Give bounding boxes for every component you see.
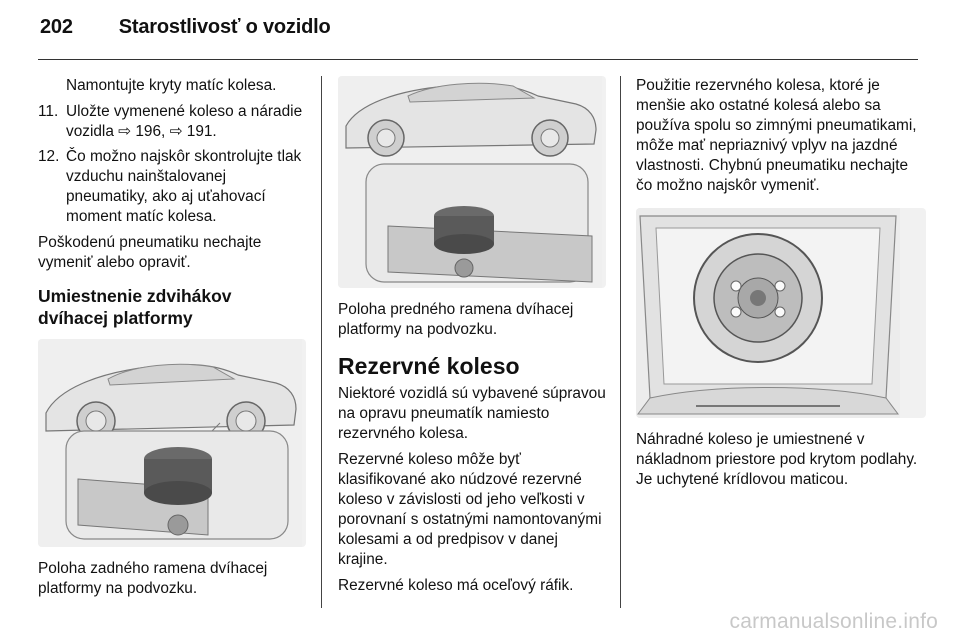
rear-lift-point-figure [38, 339, 306, 547]
column-2 [338, 76, 606, 602]
column-divider-1 [321, 76, 322, 608]
front-lift-point-figure [338, 76, 606, 288]
step-text: Uložte vymenené koleso a náradie vozidla ⇨ 196, ⇨ 191. [66, 103, 303, 140]
repair-note: Poškodenú pneumatiku nechajte vymeniť alebo opraviť. [38, 234, 262, 271]
spare-para-2: Rezervné koleso môže byť klasifikované ako núdzové rezervné koleso v závislosti od jeho veľkosti v porovnaní s ostatnými namontovanými kolesami a od predpisov v danej krajine. [338, 451, 602, 568]
spare-wheel-trunk-illustration [636, 208, 900, 418]
column-1 [38, 76, 306, 605]
page-header [40, 16, 330, 50]
column-divider-2 [620, 76, 621, 608]
step-text: Čo možno najskôr skontrolujte tlak vzduchu nainštalovanej pneumatiky, ako aj uťahovací moment matíc kolesa. [66, 148, 302, 225]
rear-figure-caption: Poloha zadného ramena dvíhacej platformy na podvozku. [38, 560, 268, 597]
spare-wheel-figure [636, 208, 926, 418]
front-figure-caption: Poloha predného ramena dvíhacej platformy na podvozku. [338, 301, 574, 338]
spare-location-caption: Náhradné koleso je umiestnené v nákladnom priestore pod krytom podlahy. Je uchytené krídlovou maticou. [636, 431, 918, 488]
watermark: carmanualsonline.info [729, 610, 938, 633]
list-item [38, 147, 306, 227]
list-item [38, 102, 306, 142]
step-list [38, 102, 306, 227]
spare-warning-para: Použitie rezervného kolesa, ktoré je menšie ako ostatné kolesá alebo sa používa spolu so zimnými pneumatikami, môže mať nepriaznivý vplyv na jazdné vlastnosti. Chybnú pneumatiku nechajte čo možno najskôr vymeniť. [636, 77, 917, 194]
section-heading-spare-wheel: Rezervné koleso [338, 353, 520, 379]
car-front-lift-illustration [338, 76, 602, 288]
spare-para-3: Rezervné koleso má oceľový ráfik. [338, 577, 574, 594]
spare-para-1: Niektoré vozidlá sú vybavené súpravou na opravu pneumatík namiesto rezervného kolesa. [338, 385, 606, 442]
step-number: 11. [38, 103, 59, 120]
column-3 [636, 76, 926, 496]
page-number: 202 [40, 16, 73, 38]
section-heading-lift: Umiestnenie zdvihákov dvíhacej platformy [38, 286, 232, 328]
page-title: Starostlivosť o vozidlo [118, 16, 331, 38]
car-rear-lift-illustration [38, 339, 302, 547]
step-number: 12. [38, 148, 60, 165]
intro-text: Namontujte kryty matíc kolesa. [66, 77, 277, 94]
header-rule [38, 59, 918, 60]
